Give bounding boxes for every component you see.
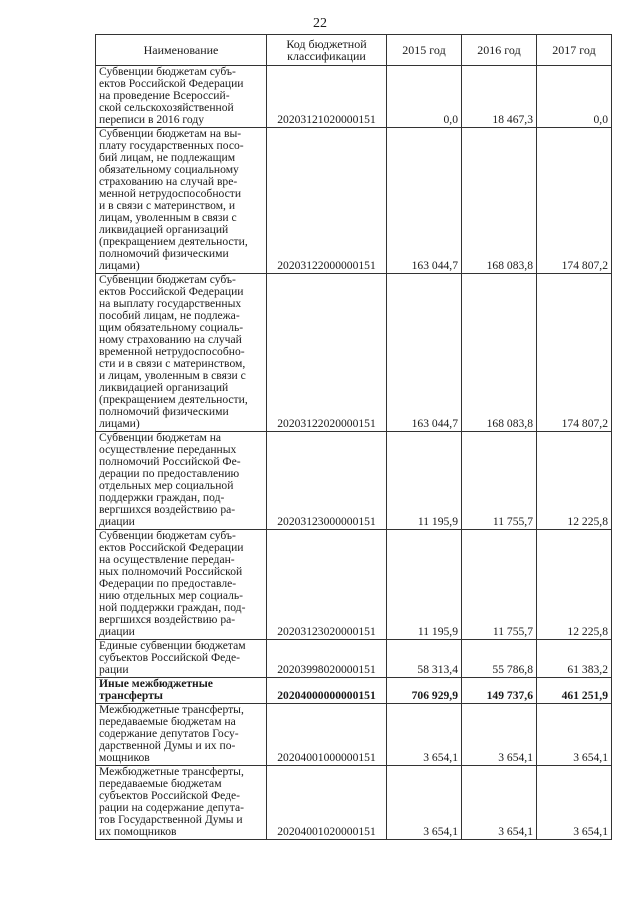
table-body bbox=[96, 66, 612, 840]
row-value-2016: 11 755,7 bbox=[462, 432, 537, 530]
row-code: 20203123020000151 bbox=[267, 530, 387, 640]
row-value-2016: 11 755,7 bbox=[462, 530, 537, 640]
row-code: 20203123000000151 bbox=[267, 432, 387, 530]
row-value-2016: 3 654,1 bbox=[462, 766, 537, 840]
table-row bbox=[96, 640, 612, 678]
row-value-2017: 3 654,1 bbox=[537, 704, 612, 766]
row-code: 20204000000000151 bbox=[267, 678, 387, 704]
row-value-2016: 149 737,6 bbox=[462, 678, 537, 704]
row-name: Субвенции бюджетам субъ- ектов Российской Федерации на проведение Всероссий- ской сельскохозяйственной переписи в 2016 году bbox=[96, 66, 267, 128]
table-row bbox=[96, 704, 612, 766]
row-value-2017: 174 807,2 bbox=[537, 274, 612, 432]
header-2016: 2016 год bbox=[462, 35, 537, 66]
row-code: 20203122020000151 bbox=[267, 274, 387, 432]
row-value-2015: 11 195,9 bbox=[387, 432, 462, 530]
row-name: Субвенции бюджетам субъ- ектов Российской Федерации на выплату государственных пособий лицам, не подлежа- щим обязательному социаль- ному страхованию на случай временной нетрудоспособно- сти и в связи с материнством, и лицам, уволенным в связи с ликвидацией организаций (прекращением деятельности, полномочий физическими лицами) bbox=[96, 274, 267, 432]
header-code: Код бюджетной классификации bbox=[267, 35, 387, 66]
row-value-2015: 3 654,1 bbox=[387, 766, 462, 840]
row-value-2016: 55 786,8 bbox=[462, 640, 537, 678]
header-name: Наименование bbox=[96, 35, 267, 66]
row-value-2016: 18 467,3 bbox=[462, 66, 537, 128]
row-code: 20204001020000151 bbox=[267, 766, 387, 840]
row-name: Межбюджетные трансферты, передаваемые бюджетам субъектов Российской Феде- рации на содержание депута- тов Государственной Думы и их помощников bbox=[96, 766, 267, 840]
row-name: Единые субвенции бюджетам субъектов Российской Феде- рации bbox=[96, 640, 267, 678]
row-value-2016: 168 083,8 bbox=[462, 274, 537, 432]
budget-table bbox=[95, 34, 612, 840]
row-value-2017: 12 225,8 bbox=[537, 530, 612, 640]
row-value-2017: 3 654,1 bbox=[537, 766, 612, 840]
header-2015: 2015 год bbox=[387, 35, 462, 66]
row-name: Субвенции бюджетам на вы- плату государственных посо- бий лицам, не подлежащим обязательному социальному страхованию на случай вре- менной нетрудоспособности и в связи с материнством, и лицам, уволенным в связи с ликвидацией организаций (прекращением деятельности, полномочий физическими лицами) bbox=[96, 128, 267, 274]
row-code: 20204001000000151 bbox=[267, 704, 387, 766]
table-header bbox=[96, 35, 612, 66]
row-name: Субвенции бюджетам на осуществление переданных полномочий Российской Фе- дерации по предоставлению отдельных мер социальной поддержки граждан, под- вергшихся воздействию ра- диации bbox=[96, 432, 267, 530]
row-value-2015: 706 929,9 bbox=[387, 678, 462, 704]
row-name: Межбюджетные трансферты, передаваемые бюджетам на содержание депутатов Госу- дарственной Думы и их по- мощников bbox=[96, 704, 267, 766]
row-name: Субвенции бюджетам субъ- ектов Российской Федерации на осуществление передан- ных полномочий Российской Федерации по предоставле- нию отдельных мер социаль- ной поддержки граждан, под- вергшихся воздействию ра- диации bbox=[96, 530, 267, 640]
row-value-2015: 163 044,7 bbox=[387, 128, 462, 274]
table-row-total bbox=[96, 678, 612, 704]
table-row bbox=[96, 66, 612, 128]
row-value-2015: 3 654,1 bbox=[387, 704, 462, 766]
row-value-2015: 0,0 bbox=[387, 66, 462, 128]
page-number: 22 bbox=[313, 16, 327, 31]
table-row bbox=[96, 128, 612, 274]
table-row bbox=[96, 530, 612, 640]
row-value-2017: 12 225,8 bbox=[537, 432, 612, 530]
row-value-2015: 11 195,9 bbox=[387, 530, 462, 640]
row-name: Иные межбюджетные трансферты bbox=[96, 678, 267, 704]
row-value-2017: 0,0 bbox=[537, 66, 612, 128]
row-value-2017: 461 251,9 bbox=[537, 678, 612, 704]
row-code: 20203122000000151 bbox=[267, 128, 387, 274]
row-value-2015: 58 313,4 bbox=[387, 640, 462, 678]
header-2017: 2017 год bbox=[537, 35, 612, 66]
table-row bbox=[96, 432, 612, 530]
header-row bbox=[96, 35, 612, 66]
row-value-2017: 61 383,2 bbox=[537, 640, 612, 678]
row-value-2016: 3 654,1 bbox=[462, 704, 537, 766]
row-code: 20203998020000151 bbox=[267, 640, 387, 678]
table-row bbox=[96, 274, 612, 432]
row-value-2017: 174 807,2 bbox=[537, 128, 612, 274]
row-value-2016: 168 083,8 bbox=[462, 128, 537, 274]
row-value-2015: 163 044,7 bbox=[387, 274, 462, 432]
row-code: 20203121020000151 bbox=[267, 66, 387, 128]
table-row bbox=[96, 766, 612, 840]
